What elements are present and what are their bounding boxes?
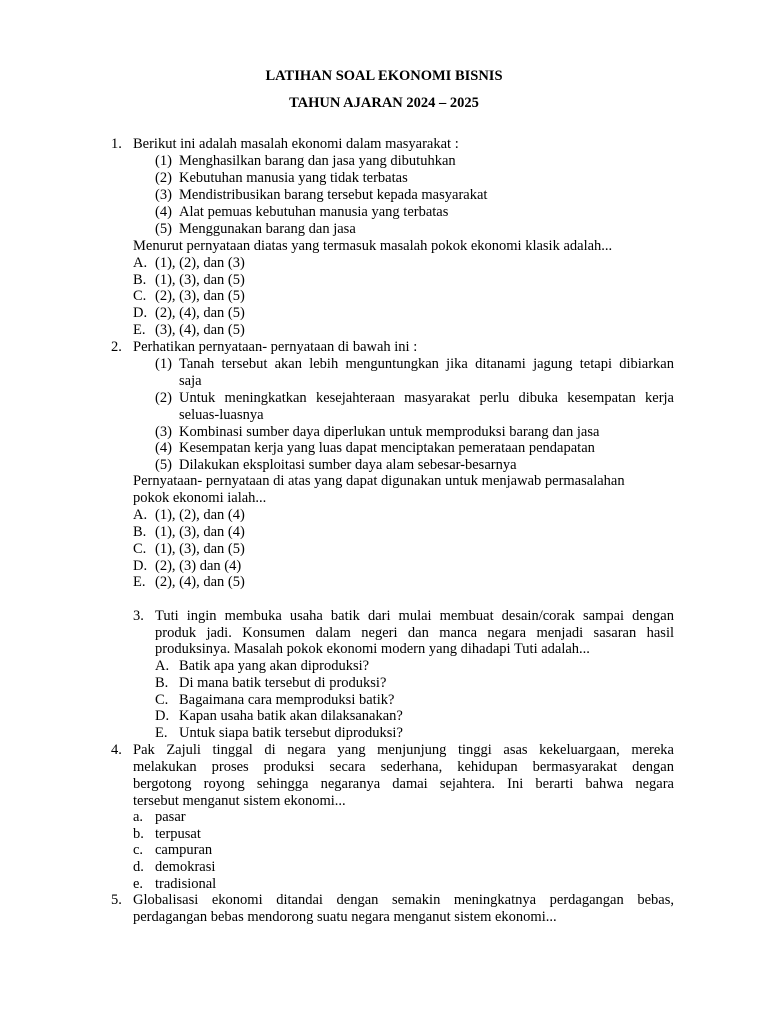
statement-number: (1) (155, 356, 172, 372)
statement-text: Kebutuhan manusia yang tidak terbatas (179, 170, 408, 186)
question-text: Perhatikan pernyataan- pernyataan di bawah ini : (133, 339, 418, 355)
question-prompt: Pernyataan- pernyataan di atas yang dapat digunakan untuk menjawab permasalahan (133, 473, 625, 489)
question-text-continued: produk jadi. Konsumen dalam negeri dan manca negara menjadi sasaran hasil (155, 625, 674, 641)
option-text: Batik apa yang akan diproduksi? (179, 658, 370, 674)
question-text-continued: tersebut menganut sistem ekonomi... (133, 793, 346, 809)
option-letter: e. (133, 876, 144, 892)
question-number: 3. (133, 608, 144, 624)
statement-number: (1) (155, 153, 172, 169)
option-text: Untuk siapa batik tersebut diproduksi? (179, 725, 403, 741)
question-number: 4. (111, 742, 122, 758)
option-letter: C. (133, 288, 147, 304)
statement-text: Kombinasi sumber daya diperlukan untuk memproduksi barang dan jasa (179, 424, 600, 440)
question-text-continued: perdagangan bebas mendorong suatu negara menganut sistem ekonomi... (133, 909, 557, 925)
option-letter: E. (133, 322, 146, 338)
option-text: terpusat (155, 826, 201, 842)
option-letter: A. (133, 255, 148, 271)
option-text: (3), (4), dan (5) (155, 322, 245, 338)
question-text: Pak Zajuli tinggal di negara yang menjunjung tinggi asas kekeluargaan, mereka (133, 742, 674, 758)
statement-text: Menghasilkan barang dan jasa yang dibutuhkan (179, 153, 456, 169)
option-letter: A. (133, 507, 148, 523)
statement-number: (4) (155, 440, 172, 456)
option-letter: c. (133, 842, 144, 858)
option-letter: b. (133, 826, 144, 842)
option-letter: D. (155, 708, 170, 724)
option-text: Bagaimana cara memproduksi batik? (179, 692, 395, 708)
statement-text: Untuk meningkatkan kesejahteraan masyarakat perlu dibuka kesempatan kerja (179, 390, 674, 406)
question-prompt-continued: pokok ekonomi ialah... (133, 490, 267, 506)
question-prompt: Menurut pernyataan diatas yang termasuk masalah pokok ekonomi klasik adalah... (133, 238, 613, 254)
option-letter: C. (133, 541, 147, 557)
statement-text: Menggunakan barang dan jasa (179, 221, 356, 237)
statement-number: (2) (155, 170, 172, 186)
page-title: LATIHAN SOAL EKONOMI BISNIS (265, 68, 503, 84)
option-text: campuran (155, 842, 213, 858)
option-text: (2), (3) dan (4) (155, 558, 242, 574)
statement-text: Tanah tersebut akan lebih menguntungkan jika ditanami jagung tetapi dibiarkan (179, 356, 674, 372)
question-number: 5. (111, 892, 122, 908)
option-text: tradisional (155, 876, 217, 892)
option-letter: E. (133, 574, 146, 590)
option-text: demokrasi (155, 859, 216, 875)
option-text: (2), (4), dan (5) (155, 305, 245, 321)
question-text: Tuti ingin membuka usaha batik dari mulai membuat desain/corak sampai dengan (155, 608, 674, 624)
question-text-continued: bergotong royong sehingga negaranya damai sejahtera. Ini berarti bahwa negara (133, 776, 674, 792)
question-text-continued: produksinya. Masalah pokok ekonomi modern yang dihadapi Tuti adalah... (155, 641, 590, 657)
statement-text: Dilakukan eksploitasi sumber daya alam sebesar-besarnya (179, 457, 517, 473)
option-text: Kapan usaha batik akan dilaksanakan? (179, 708, 403, 724)
option-letter: A. (155, 658, 170, 674)
question-number: 1. (111, 136, 122, 152)
option-letter: D. (133, 305, 148, 321)
statement-text-continued: saja (179, 373, 202, 389)
question-text-continued: melakukan proses produksi secara sederhana, kehidupan bermasyarakat dengan (133, 759, 674, 775)
option-text: (1), (2), dan (4) (155, 507, 245, 523)
question-number: 2. (111, 339, 122, 355)
question-text: Globalisasi ekonomi ditandai dengan semakin meningkatnya perdagangan bebas, (133, 892, 674, 908)
statement-text: Kesempatan kerja yang luas dapat menciptakan pemerataan pendapatan (179, 440, 595, 456)
statement-number: (4) (155, 204, 172, 220)
statement-number: (5) (155, 457, 172, 473)
option-text: (2), (3), dan (5) (155, 288, 245, 304)
option-letter: B. (133, 524, 147, 540)
page-subtitle: TAHUN AJARAN 2024 – 2025 (289, 95, 479, 111)
option-letter: C. (155, 692, 169, 708)
option-text: (2), (4), dan (5) (155, 574, 245, 590)
statement-number: (3) (155, 424, 172, 440)
statement-text-continued: seluas-luasnya (179, 407, 264, 423)
option-text: Di mana batik tersebut di produksi? (179, 675, 387, 691)
option-text: pasar (155, 809, 186, 825)
statement-number: (2) (155, 390, 172, 406)
option-letter: B. (155, 675, 169, 691)
option-letter: d. (133, 859, 144, 875)
statement-number: (5) (155, 221, 172, 237)
question-text: Berikut ini adalah masalah ekonomi dalam masyarakat : (133, 136, 459, 152)
option-letter: B. (133, 272, 147, 288)
option-text: (1), (2), dan (3) (155, 255, 245, 271)
option-letter: E. (155, 725, 168, 741)
option-text: (1), (3), dan (5) (155, 541, 245, 557)
statement-number: (3) (155, 187, 172, 203)
statement-text: Alat pemuas kebutuhan manusia yang terbatas (179, 204, 449, 220)
option-text: (1), (3), dan (4) (155, 524, 245, 540)
option-letter: D. (133, 558, 148, 574)
option-text: (1), (3), dan (5) (155, 272, 245, 288)
statement-text: Mendistribusikan barang tersebut kepada masyarakat (179, 187, 488, 203)
option-letter: a. (133, 809, 144, 825)
